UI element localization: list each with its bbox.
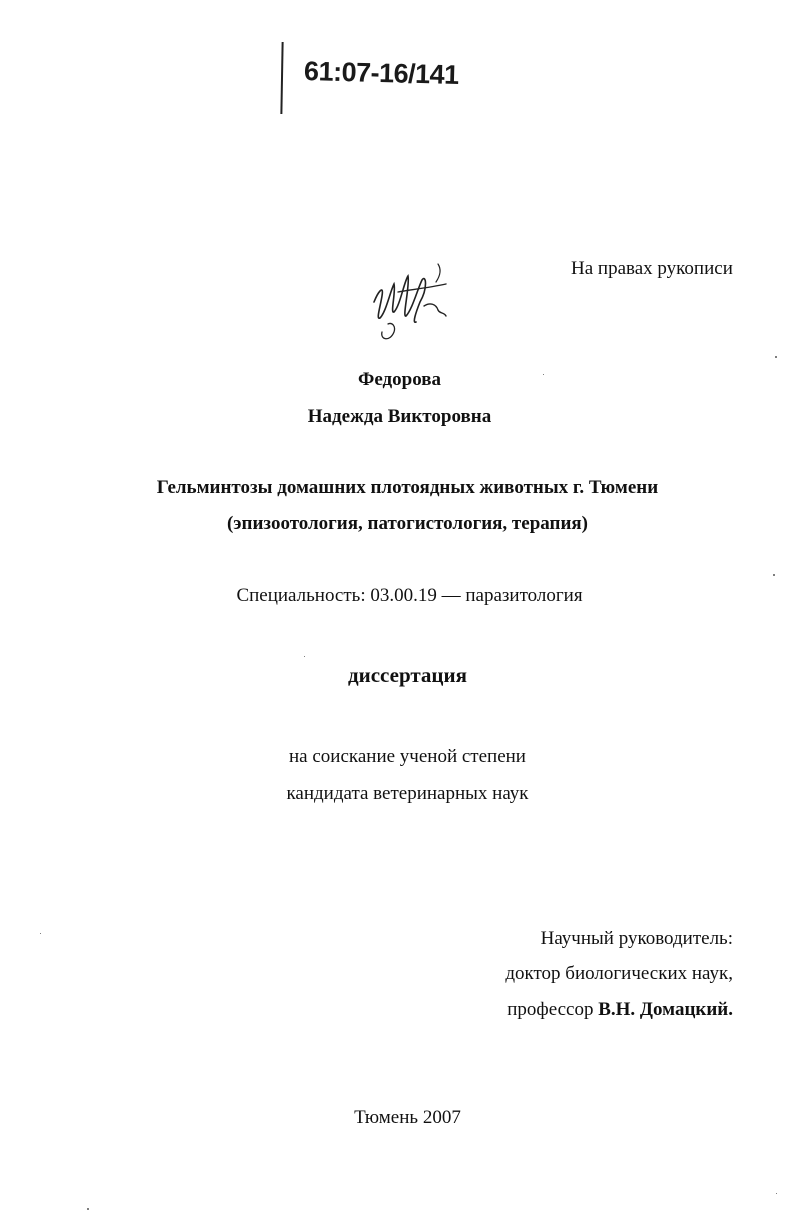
supervisor-degree: доктор биологических наук, xyxy=(505,963,733,984)
document-type: диссертация xyxy=(348,663,467,687)
scan-speck xyxy=(543,374,544,375)
author-name: Надежда Викторовна xyxy=(307,406,492,427)
supervisor-line xyxy=(507,999,733,1021)
rights-note: На правах рукописи xyxy=(571,258,733,279)
scan-speck xyxy=(776,1193,777,1194)
thesis-title-line-1: Гельминтозы домашних плотоядных животных г. Тюмени xyxy=(156,477,659,498)
supervisor-title: профессор xyxy=(507,999,594,1020)
scan-speck xyxy=(773,574,775,576)
supervisor-label: Научный руководитель: xyxy=(540,928,733,949)
supervisor-name: В.Н. Домацкий. xyxy=(598,999,733,1020)
specialty: Специальность: 03.00.19 — паразитология xyxy=(236,585,583,606)
author-signature xyxy=(368,262,452,344)
scan-speck xyxy=(40,933,41,934)
degree-line-2: кандидата ветеринарных наук xyxy=(286,783,529,804)
degree-line-1: на соискание ученой степени xyxy=(289,746,526,767)
city-year: Тюмень 2007 xyxy=(354,1107,461,1128)
stamp-vertical-line xyxy=(280,42,283,114)
scan-speck xyxy=(775,356,777,358)
author-surname: Федорова xyxy=(358,369,441,390)
thesis-title-line-2: (эпизоотология, патогистология, терапия) xyxy=(226,513,589,534)
registry-stamp-code: 61:07-16/141 xyxy=(303,55,460,91)
scan-speck xyxy=(304,656,305,657)
scan-speck xyxy=(87,1208,89,1210)
